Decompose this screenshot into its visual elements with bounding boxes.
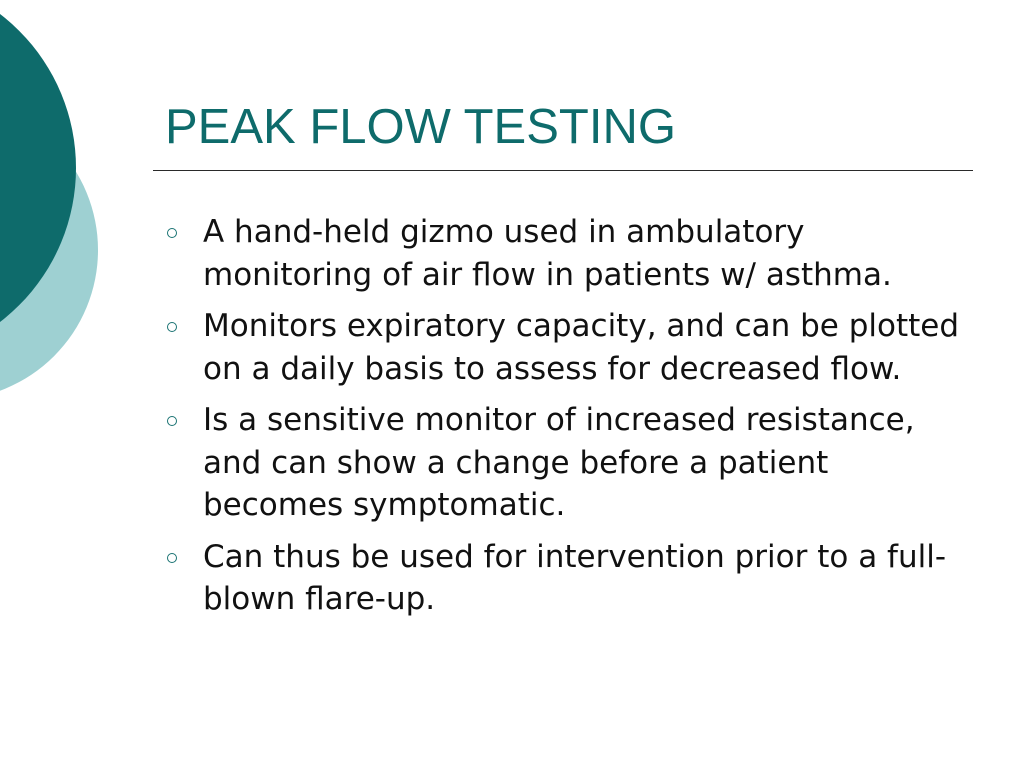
slide-title: PEAK FLOW TESTING bbox=[165, 100, 676, 154]
decorative-circles bbox=[0, 0, 120, 420]
bullet-text: Monitors expiratory capacity, and can be plotted on a daily basis to assess for decreased flow. bbox=[203, 308, 960, 387]
bullet-list bbox=[162, 211, 962, 630]
title-divider bbox=[153, 170, 973, 171]
bullet-item bbox=[162, 211, 962, 296]
bullet-text: Is a sensitive monitor of increased resistance, and can show a change before a patient becomes symptomatic. bbox=[203, 402, 915, 523]
bullet-text: A hand-held gizmo used in ambulatory monitoring of air flow in patients w/ asthma. bbox=[203, 214, 892, 293]
ring-bullet-icon bbox=[167, 553, 177, 563]
bullet-item bbox=[162, 399, 962, 527]
ring-bullet-icon bbox=[167, 322, 177, 332]
bullet-text: Can thus be used for intervention prior to a full-blown flare-up. bbox=[203, 538, 947, 617]
bullet-item bbox=[162, 305, 962, 390]
ring-bullet-icon bbox=[167, 228, 177, 238]
bullet-item bbox=[162, 536, 962, 621]
ring-bullet-icon bbox=[167, 416, 177, 426]
